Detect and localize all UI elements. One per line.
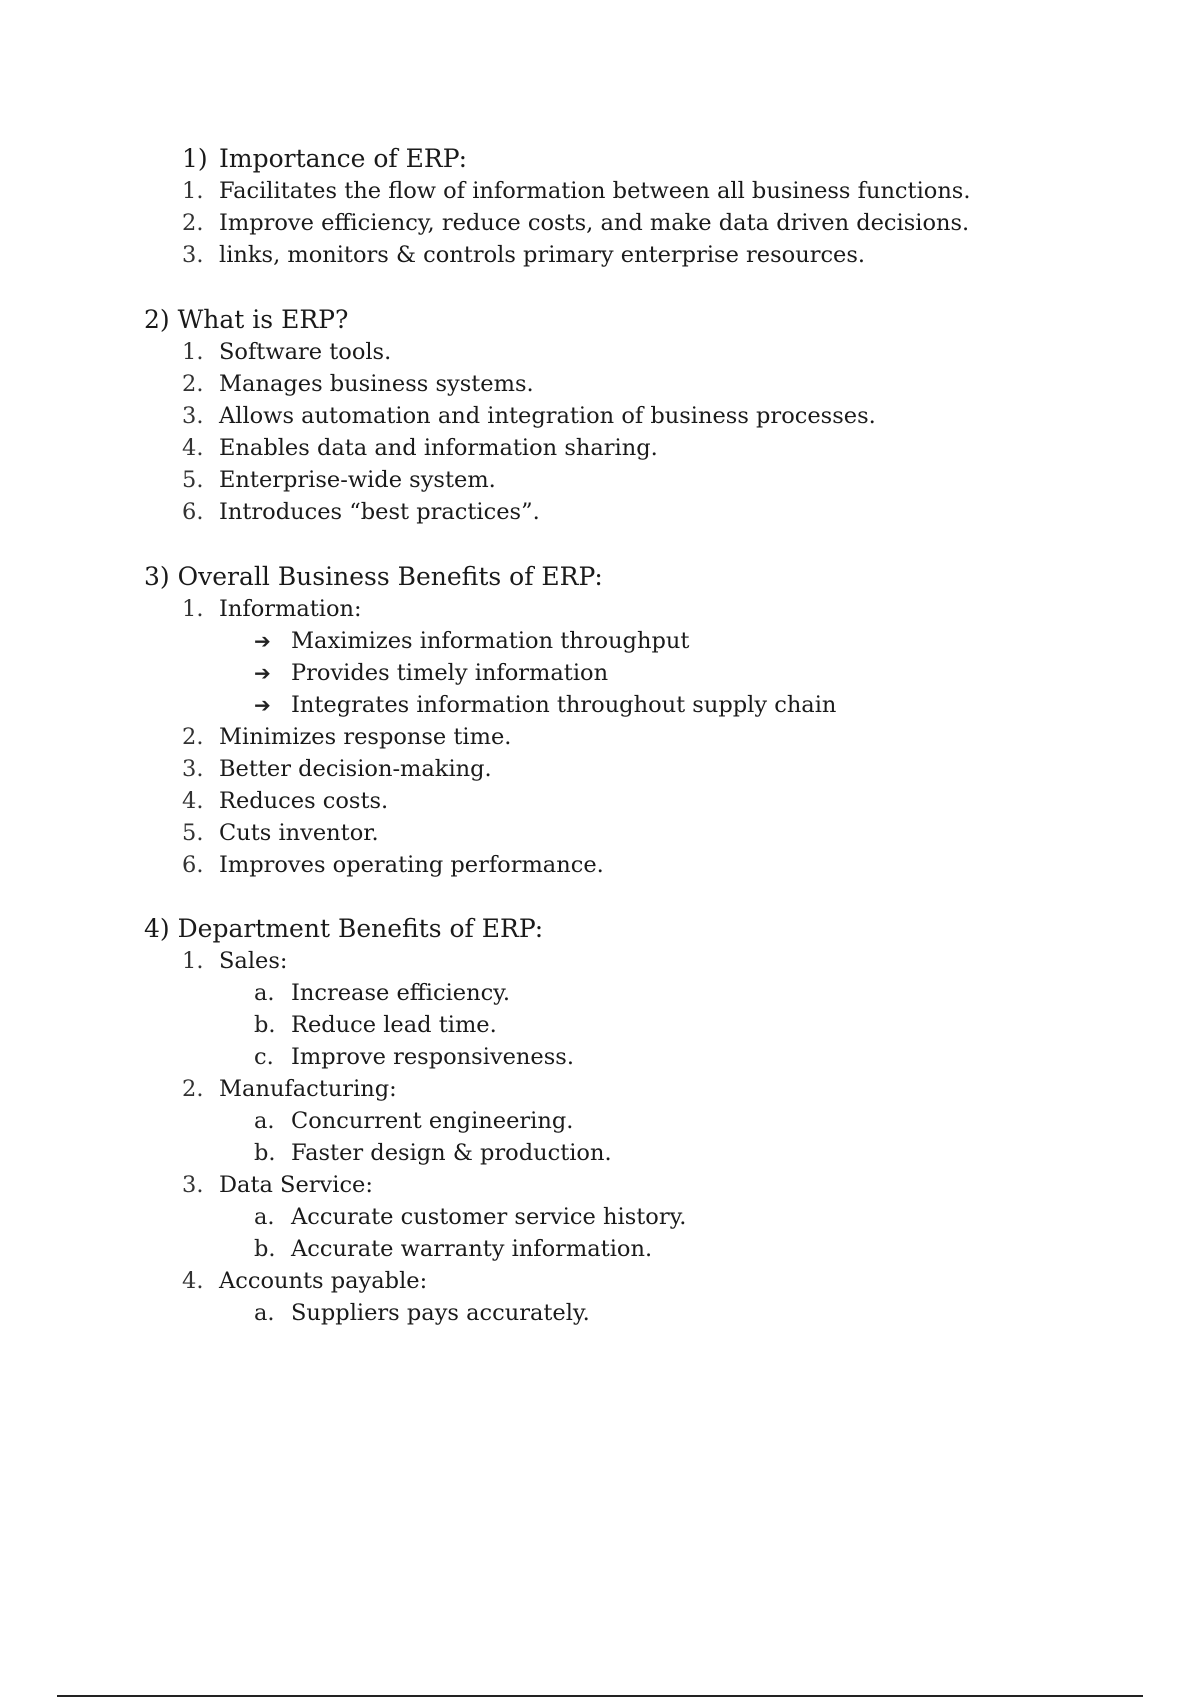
list-item (0, 945, 1200, 977)
sub-list-item (0, 657, 1200, 689)
section-number: 1) (182, 144, 208, 173)
list-marker: 6. (182, 852, 204, 878)
list-item (0, 1265, 1200, 1297)
sub-list-item (0, 625, 1200, 657)
sub-list-marker: b. (254, 1012, 276, 1038)
sub-list-item-text: Maximizes information throughput (291, 628, 690, 654)
list-item-text: Improve efficiency, reduce costs, and make data driven decisions. (219, 210, 970, 236)
sub-list-item-text: Increase efficiency. (291, 980, 511, 1006)
list-item-text: Cuts inventor. (219, 820, 379, 846)
section-title: 4) Department Benefits of ERP: (144, 914, 544, 943)
sub-list-marker: b. (254, 1236, 276, 1262)
list-item-text: Improves operating performance. (219, 852, 604, 878)
list-item-text: Enterprise-wide system. (219, 467, 496, 493)
list-marker: 6. (182, 499, 204, 525)
list-item (0, 496, 1200, 528)
list-marker: 1. (182, 178, 204, 204)
sub-list-item (0, 689, 1200, 721)
list-item (0, 593, 1200, 625)
list-marker: 5. (182, 820, 204, 846)
list-item-text: Data Service: (219, 1172, 373, 1198)
list-marker: 1. (182, 339, 204, 365)
sub-list-item-text: Concurrent engineering. (291, 1108, 574, 1134)
sub-list-item-text: Improve responsiveness. (291, 1044, 574, 1070)
list-item (0, 464, 1200, 496)
list-marker: 1. (182, 948, 204, 974)
list-item-text: Manufacturing: (219, 1076, 397, 1102)
sub-list-item (0, 1137, 1200, 1169)
list-marker: 4. (182, 435, 204, 461)
list-marker: 3. (182, 242, 204, 268)
list-item (0, 721, 1200, 753)
list-item-text: Minimizes response time. (219, 724, 512, 750)
section-title: Importance of ERP: (219, 144, 468, 173)
sub-list-marker: a. (254, 1204, 275, 1230)
list-marker: 3. (182, 1172, 204, 1198)
sub-list-item-text: Suppliers pays accurately. (291, 1300, 590, 1326)
list-item (0, 753, 1200, 785)
section-heading (0, 561, 1200, 593)
sub-list-marker: a. (254, 1300, 275, 1326)
list-item (0, 785, 1200, 817)
section-heading (0, 913, 1200, 945)
sub-list-marker: a. (254, 980, 275, 1006)
list-item (0, 239, 1200, 271)
section-what-is-erp (0, 304, 1200, 528)
list-item (0, 1169, 1200, 1201)
list-item (0, 849, 1200, 881)
sub-list-marker: c. (254, 1044, 274, 1070)
section-overall-business-benefits (0, 561, 1200, 881)
sub-list-marker: a. (254, 1108, 275, 1134)
list-marker: 4. (182, 1268, 204, 1294)
list-marker: 2. (182, 210, 204, 236)
sub-list-item-text: Integrates information throughout supply chain (291, 692, 837, 718)
list-item (0, 336, 1200, 368)
sub-list-item-text: Provides timely information (291, 660, 609, 686)
list-item-text: Better decision-making. (219, 756, 492, 782)
list-item (0, 432, 1200, 464)
list-item-text: Sales: (219, 948, 288, 974)
section-title: 2) What is ERP? (144, 305, 349, 334)
sub-list-item (0, 1233, 1200, 1265)
sub-list-item (0, 977, 1200, 1009)
list-marker: 5. (182, 467, 204, 493)
list-marker: 3. (182, 756, 204, 782)
list-marker: 2. (182, 371, 204, 397)
sub-list-item-text: Accurate customer service history. (291, 1204, 687, 1230)
list-item-text: Introduces “best practices”. (219, 499, 540, 525)
sub-list-item (0, 1041, 1200, 1073)
sub-list-item-text: Faster design & production. (291, 1140, 612, 1166)
footer-divider (57, 1695, 1143, 1697)
list-item (0, 175, 1200, 207)
list-marker: 1. (182, 596, 204, 622)
list-item-text: Facilitates the flow of information between all business functions. (219, 178, 971, 204)
sub-list-item (0, 1009, 1200, 1041)
list-item-text: Allows automation and integration of business processes. (219, 403, 876, 429)
list-item-text: Accounts payable: (219, 1268, 428, 1294)
section-importance-of-erp (0, 143, 1200, 271)
list-item (0, 368, 1200, 400)
list-item-text: Information: (219, 596, 362, 622)
section-heading (0, 304, 1200, 336)
section-heading (0, 143, 1200, 175)
list-item (0, 400, 1200, 432)
list-marker: 4. (182, 788, 204, 814)
sub-list-item (0, 1297, 1200, 1329)
arrow-right-icon: ➔ (254, 661, 271, 685)
arrow-right-icon: ➔ (254, 693, 271, 717)
list-marker: 3. (182, 403, 204, 429)
section-department-benefits (0, 913, 1200, 1329)
sub-list-marker: b. (254, 1140, 276, 1166)
list-item-text: Software tools. (219, 339, 392, 365)
sub-list-item-text: Reduce lead time. (291, 1012, 497, 1038)
list-marker: 2. (182, 1076, 204, 1102)
list-item-text: Reduces costs. (219, 788, 389, 814)
section-title: 3) Overall Business Benefits of ERP: (144, 562, 603, 591)
sub-list-item (0, 1105, 1200, 1137)
sub-list-item-text: Accurate warranty information. (291, 1236, 653, 1262)
list-item-text: Enables data and information sharing. (219, 435, 658, 461)
list-item-text: links, monitors & controls primary enterprise resources. (219, 242, 866, 268)
list-item (0, 1073, 1200, 1105)
sub-list-item (0, 1201, 1200, 1233)
list-item (0, 207, 1200, 239)
arrow-right-icon: ➔ (254, 629, 271, 653)
list-item (0, 817, 1200, 849)
list-marker: 2. (182, 724, 204, 750)
list-item-text: Manages business systems. (219, 371, 534, 397)
